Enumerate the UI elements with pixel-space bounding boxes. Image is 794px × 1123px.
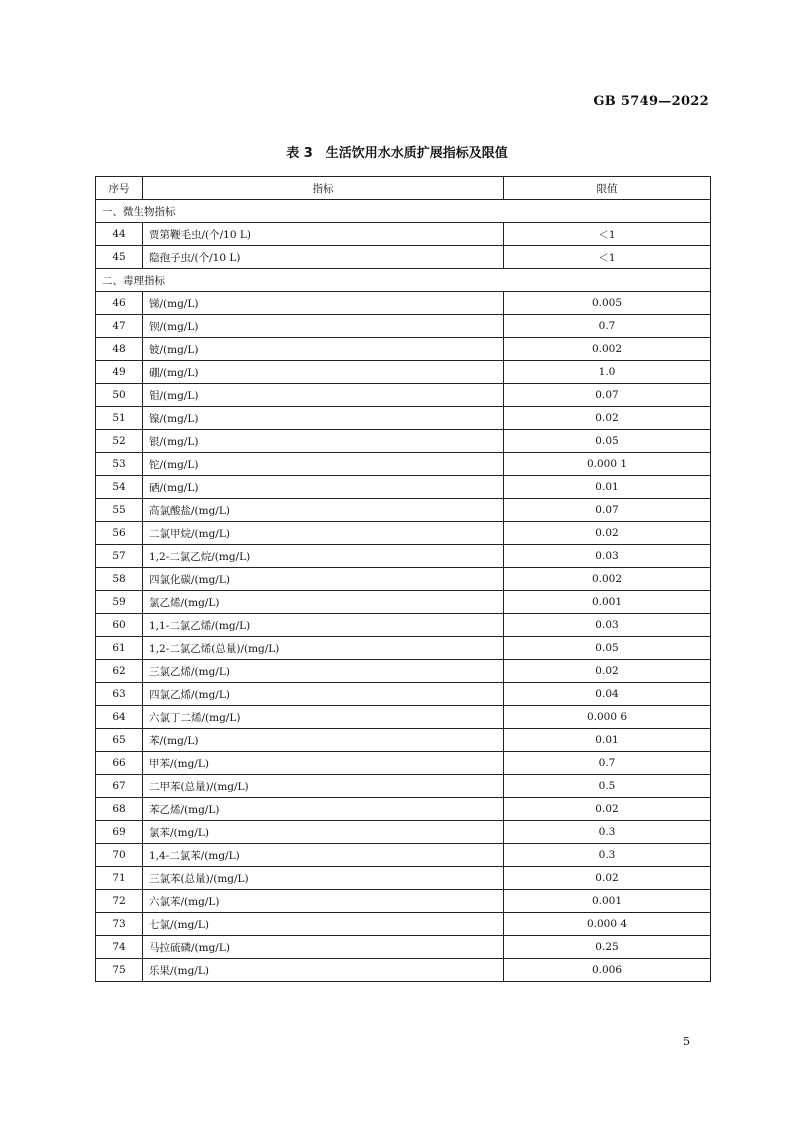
- row-indicator: 苯乙烯/(mg/L): [143, 798, 504, 821]
- row-number: 45: [96, 246, 143, 269]
- table-row: [96, 798, 711, 821]
- row-limit: 1.0: [504, 361, 711, 384]
- row-limit: 0.005: [504, 292, 711, 315]
- row-number: 74: [96, 936, 143, 959]
- row-indicator: 六氯苯/(mg/L): [143, 890, 504, 913]
- table-row: [96, 568, 711, 591]
- row-limit: ＜1: [504, 223, 711, 246]
- row-indicator: 锑/(mg/L): [143, 292, 504, 315]
- row-limit: 0.02: [504, 867, 711, 890]
- row-indicator: 1,1-二氯乙烯/(mg/L): [143, 614, 504, 637]
- row-indicator: 1,2-二氯乙烷/(mg/L): [143, 545, 504, 568]
- column-header-indicator: 指标: [143, 177, 504, 200]
- row-number: 61: [96, 637, 143, 660]
- table-row: [96, 959, 711, 982]
- row-limit: ＜1: [504, 246, 711, 269]
- table-row: [96, 660, 711, 683]
- row-indicator: 银/(mg/L): [143, 430, 504, 453]
- row-indicator: 氯苯/(mg/L): [143, 821, 504, 844]
- row-number: 68: [96, 798, 143, 821]
- row-number: 52: [96, 430, 143, 453]
- table-row: [96, 453, 711, 476]
- row-limit: 0.03: [504, 545, 711, 568]
- row-indicator: 马拉硫磷/(mg/L): [143, 936, 504, 959]
- table-row: [96, 706, 711, 729]
- row-indicator: 高氯酸盐/(mg/L): [143, 499, 504, 522]
- table-row: [96, 867, 711, 890]
- row-number: 47: [96, 315, 143, 338]
- table-row: [96, 729, 711, 752]
- water-quality-table: [95, 176, 711, 982]
- row-indicator: 铊/(mg/L): [143, 453, 504, 476]
- row-limit: 0.7: [504, 315, 711, 338]
- row-number: 56: [96, 522, 143, 545]
- row-indicator: 三氯乙烯/(mg/L): [143, 660, 504, 683]
- table-row: [96, 292, 711, 315]
- row-number: 67: [96, 775, 143, 798]
- table-row: [96, 775, 711, 798]
- column-header-limit: 限值: [504, 177, 711, 200]
- row-number: 55: [96, 499, 143, 522]
- row-number: 59: [96, 591, 143, 614]
- row-indicator: 二甲苯(总量)/(mg/L): [143, 775, 504, 798]
- row-number: 49: [96, 361, 143, 384]
- row-limit: 0.03: [504, 614, 711, 637]
- table-row: [96, 246, 711, 269]
- table-row: [96, 683, 711, 706]
- table-row: [96, 591, 711, 614]
- row-number: 60: [96, 614, 143, 637]
- row-indicator: 钡/(mg/L): [143, 315, 504, 338]
- row-number: 70: [96, 844, 143, 867]
- row-indicator: 二氯甲烷/(mg/L): [143, 522, 504, 545]
- row-indicator: 三氯苯(总量)/(mg/L): [143, 867, 504, 890]
- row-indicator: 贾第鞭毛虫/(个/10 L): [143, 223, 504, 246]
- row-limit: 0.006: [504, 959, 711, 982]
- row-number: 46: [96, 292, 143, 315]
- row-number: 50: [96, 384, 143, 407]
- row-number: 64: [96, 706, 143, 729]
- row-limit: 0.07: [504, 384, 711, 407]
- row-number: 57: [96, 545, 143, 568]
- section-title: 一、微生物指标: [96, 200, 711, 223]
- row-limit: 0.001: [504, 890, 711, 913]
- section-row: [96, 200, 711, 223]
- table-row: [96, 614, 711, 637]
- row-number: 69: [96, 821, 143, 844]
- row-number: 75: [96, 959, 143, 982]
- row-number: 58: [96, 568, 143, 591]
- table-row: [96, 407, 711, 430]
- row-indicator: 硒/(mg/L): [143, 476, 504, 499]
- row-indicator: 1,4-二氯苯/(mg/L): [143, 844, 504, 867]
- table-title: 表 3 生活饮用水水质扩展指标及限值: [286, 146, 508, 161]
- page-number: 5: [683, 1035, 690, 1048]
- row-indicator: 氯乙烯/(mg/L): [143, 591, 504, 614]
- row-limit: 0.7: [504, 752, 711, 775]
- row-limit: 0.001: [504, 591, 711, 614]
- row-limit: 0.000 4: [504, 913, 711, 936]
- row-limit: 0.3: [504, 821, 711, 844]
- row-number: 73: [96, 913, 143, 936]
- row-number: 72: [96, 890, 143, 913]
- table-row: [96, 890, 711, 913]
- row-limit: 0.002: [504, 568, 711, 591]
- row-number: 51: [96, 407, 143, 430]
- row-indicator: 隐孢子虫/(个/10 L): [143, 246, 504, 269]
- row-limit: 0.05: [504, 430, 711, 453]
- table-row: [96, 384, 711, 407]
- row-limit: 0.5: [504, 775, 711, 798]
- row-limit: 0.01: [504, 729, 711, 752]
- table-row: [96, 844, 711, 867]
- row-number: 71: [96, 867, 143, 890]
- section-row: [96, 269, 711, 292]
- table-body: [96, 200, 711, 982]
- row-indicator: 七氯/(mg/L): [143, 913, 504, 936]
- table-row: [96, 913, 711, 936]
- row-indicator: 四氯乙烯/(mg/L): [143, 683, 504, 706]
- table-row: [96, 637, 711, 660]
- row-indicator: 四氯化碳/(mg/L): [143, 568, 504, 591]
- row-limit: 0.01: [504, 476, 711, 499]
- row-limit: 0.3: [504, 844, 711, 867]
- row-limit: 0.000 6: [504, 706, 711, 729]
- table-row: [96, 545, 711, 568]
- row-indicator: 乐果/(mg/L): [143, 959, 504, 982]
- row-number: 54: [96, 476, 143, 499]
- row-indicator: 钼/(mg/L): [143, 384, 504, 407]
- table-row: [96, 936, 711, 959]
- row-indicator: 甲苯/(mg/L): [143, 752, 504, 775]
- table-row: [96, 338, 711, 361]
- standard-code: GB 5749—2022: [593, 94, 709, 109]
- column-header-no: 序号: [96, 177, 143, 200]
- row-number: 65: [96, 729, 143, 752]
- row-limit: 0.002: [504, 338, 711, 361]
- row-indicator: 镍/(mg/L): [143, 407, 504, 430]
- row-limit: 0.02: [504, 798, 711, 821]
- table-row: [96, 361, 711, 384]
- table-row: [96, 223, 711, 246]
- table-row: [96, 315, 711, 338]
- row-indicator: 苯/(mg/L): [143, 729, 504, 752]
- section-title: 二、毒理指标: [96, 269, 711, 292]
- row-limit: 0.02: [504, 407, 711, 430]
- row-limit: 0.07: [504, 499, 711, 522]
- row-limit: 0.000 1: [504, 453, 711, 476]
- table-row: [96, 476, 711, 499]
- row-indicator: 六氯丁二烯/(mg/L): [143, 706, 504, 729]
- row-number: 44: [96, 223, 143, 246]
- row-limit: 0.02: [504, 660, 711, 683]
- table-header-row: [96, 177, 711, 200]
- row-number: 63: [96, 683, 143, 706]
- table-row: [96, 499, 711, 522]
- row-number: 62: [96, 660, 143, 683]
- row-indicator: 硼/(mg/L): [143, 361, 504, 384]
- row-number: 66: [96, 752, 143, 775]
- table-row: [96, 430, 711, 453]
- row-limit: 0.04: [504, 683, 711, 706]
- row-limit: 0.05: [504, 637, 711, 660]
- row-number: 53: [96, 453, 143, 476]
- table-row: [96, 821, 711, 844]
- row-limit: 0.02: [504, 522, 711, 545]
- row-indicator: 1,2-二氯乙烯(总量)/(mg/L): [143, 637, 504, 660]
- row-limit: 0.25: [504, 936, 711, 959]
- row-number: 48: [96, 338, 143, 361]
- table-row: [96, 752, 711, 775]
- row-indicator: 铍/(mg/L): [143, 338, 504, 361]
- table-row: [96, 522, 711, 545]
